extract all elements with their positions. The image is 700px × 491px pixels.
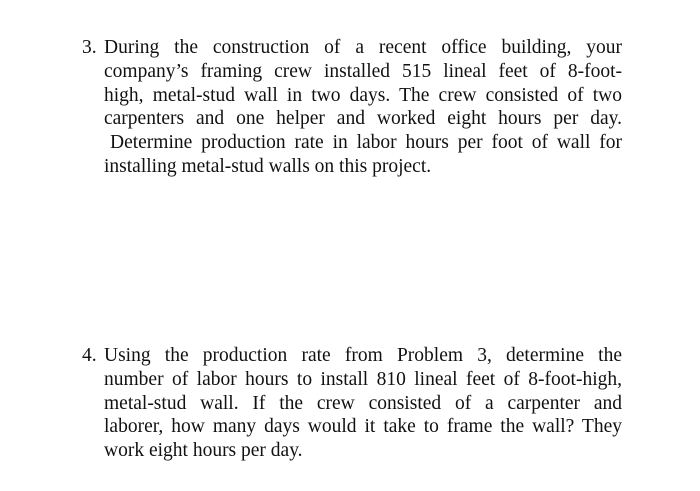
problem-4	[82, 344, 622, 463]
problem-line: installing metal-stud walls on this project.	[104, 155, 432, 177]
problem-3	[82, 36, 622, 179]
problem-line: work eight hours per day.	[104, 440, 303, 462]
problem-line: Using the production rate from Problem 3, determine the	[104, 345, 622, 366]
problem-line: high, metal-stud wall in two days. The crew consisted of two	[104, 84, 622, 106]
problem-line: company’s framing crew installed 515 lineal feet of 8-foot-	[104, 60, 622, 82]
problem-line: Determine production rate in labor hours per foot of wall for	[110, 132, 622, 154]
problem-line: carpenters and one helper and worked eight hours per day.	[104, 108, 622, 130]
problem-line: During the construction of a recent office building, your	[104, 37, 622, 58]
problem-line: number of labor hours to install 810 lineal feet of 8-foot-high,	[104, 368, 622, 390]
problem-text	[104, 36, 622, 179]
problem-number: 3.	[82, 37, 97, 58]
problem-text	[104, 344, 622, 463]
problem-line: metal-stud wall. If the crew consisted of a carpenter and	[104, 392, 622, 414]
problem-number: 4.	[82, 345, 97, 366]
problem-line: laborer, how many days would it take to frame the wall? They	[104, 416, 622, 438]
